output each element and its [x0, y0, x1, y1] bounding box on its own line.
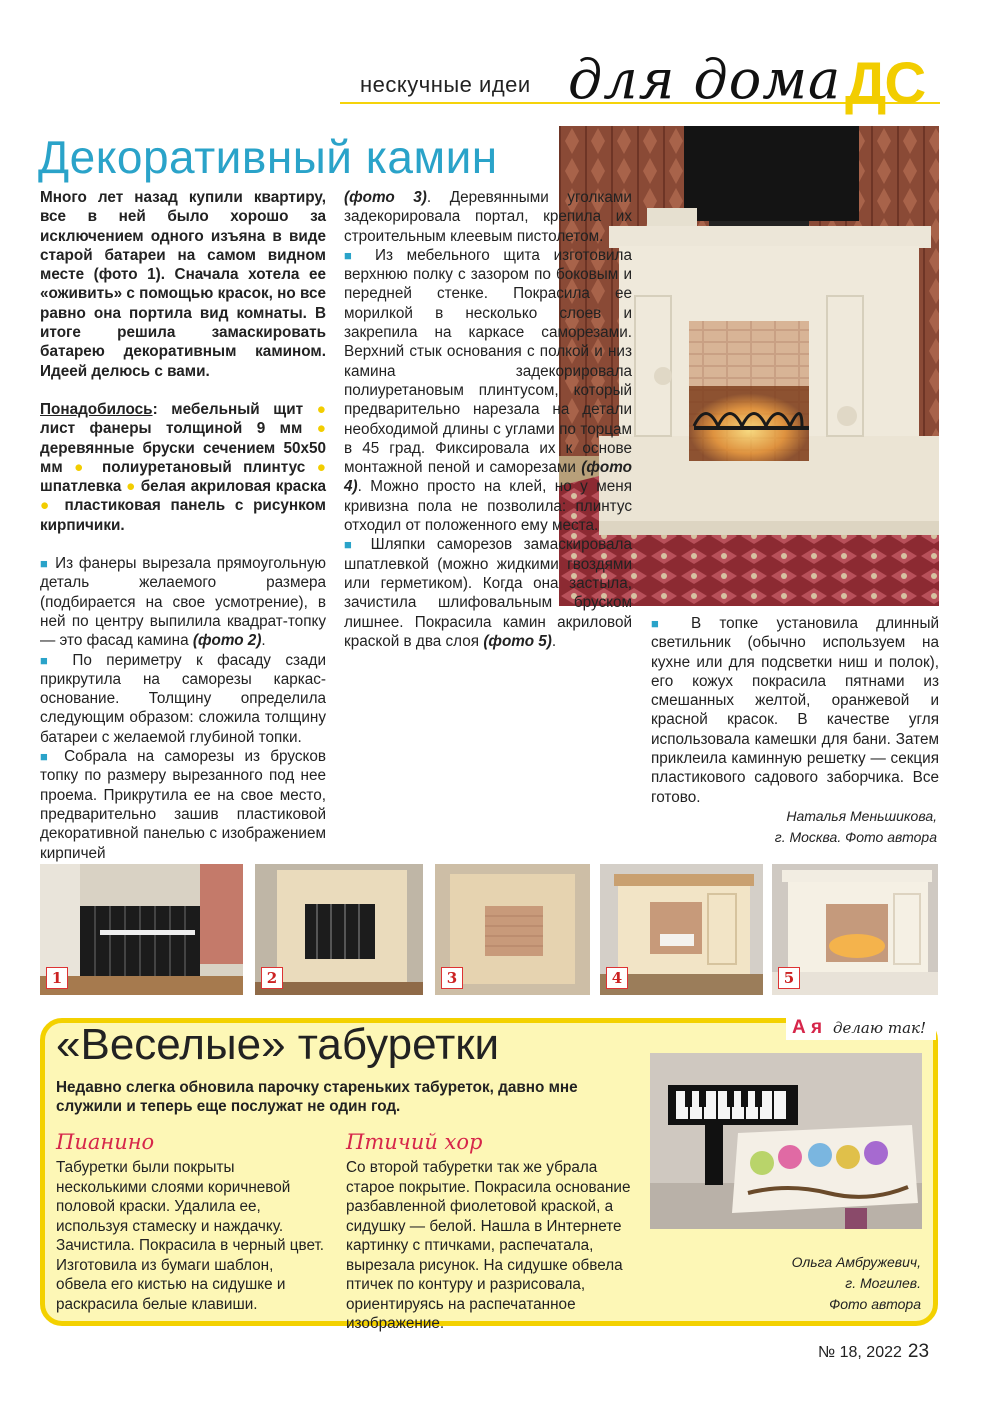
magazine-logo: ДС — [845, 51, 925, 116]
materials-list: Понадобилось: мебельный щит ● лист фанеры толщиной 9 мм ● деревянные бруски сечением 50x50 мм ● полиуретановый плинтус ● шпатлевка ● белая акриловая краска ● пластиковая панель с рисунком кирпичики. — [40, 400, 326, 534]
step-paragraph: ■ По периметру к фасаду сзади прикрутила на саморезы каркас-основание. Толщину определила следующим образом: сложила толщину батареи с желаемой глубиной топки. — [40, 651, 326, 746]
rubric-badge-text: делаю так! — [833, 1019, 927, 1037]
material-item: шпатлевка — [40, 478, 122, 496]
article-column-1 — [40, 188, 326, 863]
article-title: Декоративный камин — [38, 131, 498, 183]
material-item: белая акриловая краска — [140, 478, 326, 496]
step-paragraph-cont: (фото 3). Деревянными уголками задекорировала портал, крепила их строительным клеевым пистолетом. — [344, 189, 632, 245]
step-photo-4 — [600, 864, 763, 995]
rubric-badge-a: А я — [792, 1017, 823, 1038]
article-lead: Много лет назад купили квартиру, все в ней было хорошо за исключением одного изъяна в виде старой батареи на самом видном месте (фото 1). Сначала хотела ее «оживить» с помощью красок, но все равно она портила вид комнаты. В итоге решила замаскировать батарею декоративным камином. Идеей делюсь с вами. — [40, 189, 326, 380]
subheading-birds: Птичий хор — [346, 1130, 483, 1154]
step-paragraph: ■ Шляпки саморезов замаскировала шпатлевкой (можно жидкими гвоздями или герметиком). Когда она застыла, зачистила шлифовальным бруском лишнее. Покрасила камин акриловой краской в два слоя (фото 5). — [344, 536, 632, 650]
birds-text: Со второй табуретки так же убрала старое покрытие. Покрасила основание разбавленной фиолетовой краской, а сидушку — белой. Нашла в Интернете картинку с птичками, распечатала, вырезала рисунок. На сидушке обвела птичек по контуру и разрисовала, ориентируясь на распечатанное изображение. — [346, 1159, 631, 1332]
step-photo-1 — [40, 864, 243, 995]
subheading-piano: Пианино — [56, 1130, 155, 1154]
article2-title: «Веселые» табуретки — [56, 1020, 500, 1069]
material-item: пластиковая панель с рисунком кирпичики. — [40, 497, 326, 534]
photo-number: 3 — [441, 967, 463, 989]
stools-photo — [650, 1053, 922, 1229]
page-footer — [818, 1341, 929, 1363]
article2-author: Ольга Амбружевич, г. Могилев. Фото автора — [791, 1254, 921, 1312]
section-subtitle: нескучные идеи — [360, 72, 531, 97]
step-paragraph: ■ В топке установила длинный светильник (обычно используем на кухне или для подсветки ниш и полок), его кожух покрасила пятнами из смешанных желтой, оранжевой и красной красок. В качестве угля использовала камешки для бани. Затем приклеила каминную решетку — секция пластикового садового заборчика. Все готово. — [651, 615, 940, 806]
piano-text: Табуретки были покрыты несколькими слоями коричневой половой краски. Удалила ее, используя стамеску и наждачку. Зачистила. Покрасила в черный цвет. Изготовила из бумаги шаблон, обвела его кистью на сидушке и раскрасила белые клавиши. — [56, 1159, 325, 1313]
photo-number: 1 — [46, 967, 68, 989]
section-title: для дома — [568, 48, 842, 111]
step-photo-5 — [772, 864, 938, 995]
step-paragraph: ■ Собрала на саморезы из брусков топку по размеру вырезанного под нее проема. Прикрутила ее на свое место, предварительно зашив пластиковой декоративной панелью с изображением кирпичей — [40, 748, 326, 862]
step-photo-3 — [435, 864, 590, 995]
material-item: мебельный щит — [171, 400, 304, 418]
article-column-3 — [651, 614, 939, 807]
step-paragraph: ■ Из мебельного щита изготовила верхнюю полку с зазором по боковым и передней стенке. Покрасила ее морилкой в несколько слоев и закрепила на каркасе саморезами. Верхний стык основания с полкой и низ камина задекорировала полиуретановым плинтусом, который предварительно нарезала на детали необходимой длины с углами по торцам в 45 град. Фиксировала их к основе монтажной пеной и саморезами (фото 4). Можно просто на клей, но у меня кривизна пола не позволила: плинтус отходил от положенного ему места. — [344, 246, 633, 535]
step-photo-2 — [255, 864, 423, 995]
photo-number: 5 — [778, 967, 800, 989]
material-item: деревянные бруски сечением 50x50 мм — [40, 439, 326, 476]
issue-number: № 18, 2022 — [818, 1344, 902, 1361]
materials-label: Понадобилось — [40, 400, 153, 418]
material-item: полиуретановый плинтус — [102, 458, 306, 476]
article2-lead: Недавно слегка обновила парочку стареньких табуреток, давно мне служили и теперь еще послужат не один год. — [56, 1079, 578, 1116]
author-signature: Наталья Меньшикова, г. Москва. Фото автора — [774, 808, 937, 845]
article-column-2 — [344, 188, 632, 651]
photo-number: 4 — [606, 967, 628, 989]
step-paragraph: ■ Из фанеры вырезала прямоугольную деталь желаемого размера (подбирается на свое усмотрение), в ней по центру выпилила квадрат-топку — это фасад камина (фото 2). — [40, 555, 327, 650]
photo-number: 2 — [261, 967, 283, 989]
material-item: лист фанеры толщиной 9 мм — [40, 420, 303, 438]
page-number: 23 — [907, 1341, 930, 1362]
